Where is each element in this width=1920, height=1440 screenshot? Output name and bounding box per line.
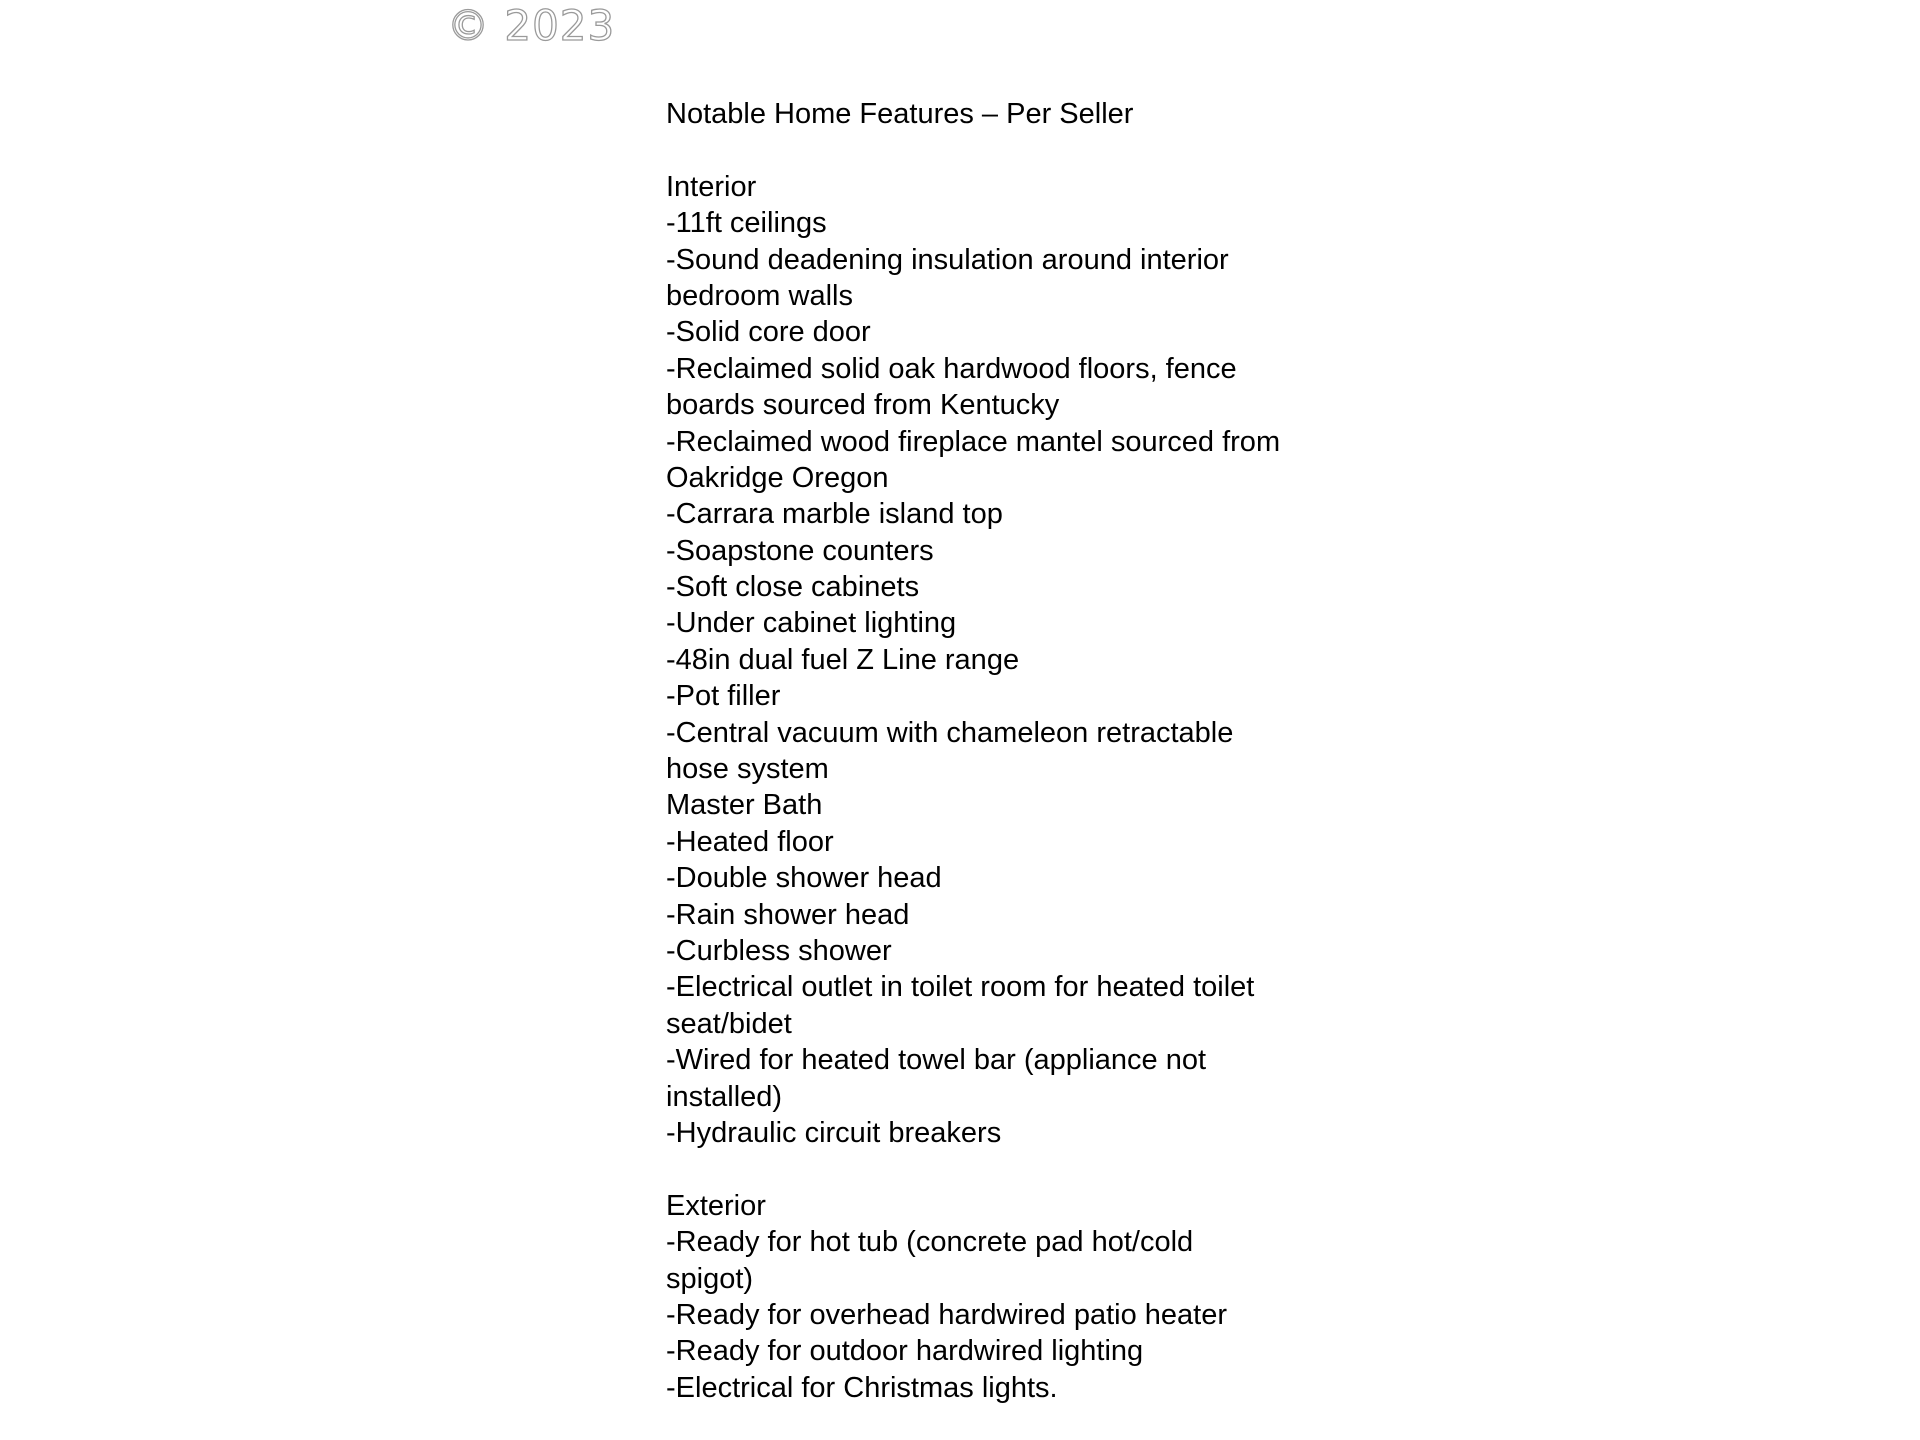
- exterior-list: [666, 1224, 1326, 1406]
- features-document: [666, 96, 1326, 1406]
- list-item: -Double shower head: [666, 862, 942, 895]
- list-item: -48in dual fuel Z Line range: [666, 643, 1020, 676]
- copyright-watermark: © 2023: [447, 1, 616, 50]
- list-item: -Electrical outlet in toilet room for heated toilet: [666, 971, 1255, 1004]
- list-item: boards sourced from Kentucky: [666, 389, 1060, 422]
- interior-heading: Interior: [666, 170, 757, 203]
- list-item: seat/bidet: [666, 1007, 792, 1040]
- interior-list: [666, 205, 1326, 787]
- list-item: -Curbless shower: [666, 934, 892, 967]
- spacer: [666, 132, 1326, 168]
- list-item: -Reclaimed wood fireplace mantel sourced from: [666, 425, 1281, 458]
- list-item: -Rain shower head: [666, 898, 910, 931]
- list-item: -Hydraulic circuit breakers: [666, 1116, 1002, 1149]
- list-item: -11ft ceilings: [666, 207, 827, 240]
- spacer: [666, 1151, 1326, 1187]
- list-item: -Carrara marble island top: [666, 498, 1003, 531]
- list-item: -Ready for hot tub (concrete pad hot/cold: [666, 1226, 1194, 1259]
- master-bath-list: [666, 824, 1326, 1152]
- list-item: -Heated floor: [666, 825, 834, 858]
- master-bath-heading: Master Bath: [666, 789, 823, 822]
- list-item: -Solid core door: [666, 316, 871, 349]
- list-item: hose system: [666, 753, 829, 786]
- list-item: spigot): [666, 1262, 754, 1295]
- list-item: installed): [666, 1080, 783, 1113]
- list-item: -Central vacuum with chameleon retractable: [666, 716, 1234, 749]
- list-item: -Pot filler: [666, 680, 781, 713]
- list-item: -Under cabinet lighting: [666, 607, 957, 640]
- list-item: Oakridge Oregon: [666, 461, 889, 494]
- document-title: Notable Home Features – Per Seller: [666, 98, 1134, 130]
- list-item: -Sound deadening insulation around interior: [666, 243, 1229, 276]
- exterior-heading: Exterior: [666, 1189, 766, 1222]
- list-item: bedroom walls: [666, 279, 853, 312]
- list-item: -Reclaimed solid oak hardwood floors, fence: [666, 352, 1237, 385]
- list-item: -Ready for outdoor hardwired lighting: [666, 1335, 1144, 1368]
- list-item: -Soft close cabinets: [666, 571, 920, 604]
- list-item: -Ready for overhead hardwired patio heater: [666, 1298, 1227, 1331]
- list-item: -Wired for heated towel bar (appliance not: [666, 1044, 1207, 1077]
- list-item: -Soapstone counters: [666, 534, 934, 567]
- list-item: -Electrical for Christmas lights.: [666, 1371, 1058, 1404]
